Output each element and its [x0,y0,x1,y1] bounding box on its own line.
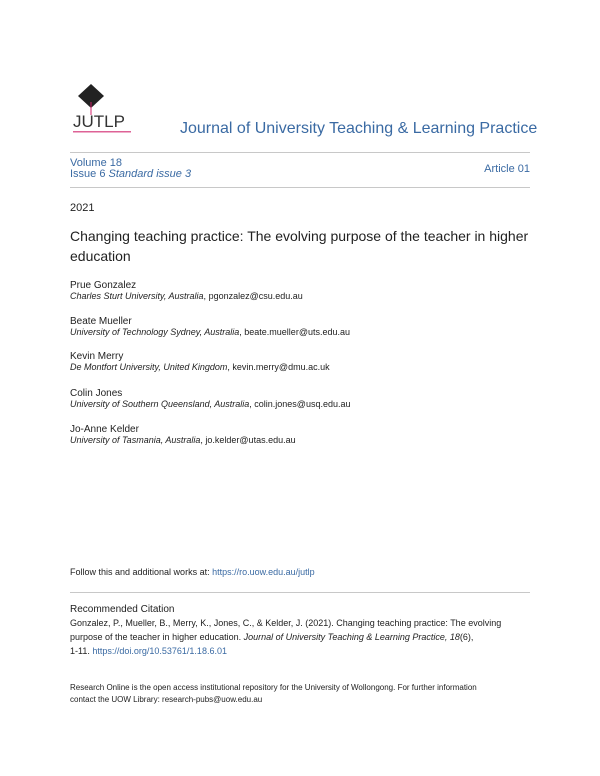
publication-year: 2021 [70,202,95,214]
author-name: Prue Gonzalez [70,280,137,291]
divider [70,152,530,153]
follow-line: Follow this and additional works at: https://ro.uow.edu.au/jutlp [70,567,315,577]
footer-text: Research Online is the open access institutional repository for the University of Wollongong. For further information [70,683,477,692]
article-title: Changing teaching practice: The evolving purpose of the teacher in higher [70,228,529,244]
journal-title[interactable]: Journal of University Teaching & Learning Practice [180,120,538,137]
divider [70,592,530,593]
author [70,351,330,372]
jutlp-link[interactable]: https://ro.uow.edu.au/jutlp [212,567,315,577]
citation-line: purpose of the teacher in higher education. Journal of University Teaching & Learning Practice, 18(6), [70,632,474,642]
author [70,388,350,409]
issue-number: Issue 6 [70,168,106,180]
jutlp-logo [70,82,134,136]
footer-text: contact the UOW Library: research-pubs@uow.edu.au [70,695,263,704]
citation-heading: Recommended Citation [70,604,175,615]
author-affiliation: University of Technology Sydney, Australia, beate.mueller@uts.edu.au [70,327,350,337]
author-affiliation: Charles Sturt University, Australia, pgonzalez@csu.edu.au [70,291,303,301]
author-name: Kevin Merry [70,351,124,362]
author-affiliation: University of Tasmania, Australia, jo.kelder@utas.edu.au [70,435,296,445]
author-name: Colin Jones [70,388,123,399]
article-link[interactable]: Article 01 [484,163,530,175]
volume-link[interactable]: Volume 18 [70,157,122,169]
author-name: Jo-Anne Kelder [70,424,139,435]
author-name: Beate Mueller [70,316,132,327]
author [70,280,303,301]
issue-link[interactable] [70,168,191,180]
svg-text:JUTLP: JUTLP [73,112,125,131]
author-affiliation: University of Southern Queensland, Australia, colin.jones@usq.edu.au [70,399,351,409]
author-affiliation: De Montfort University, United Kingdom, kevin.merry@dmu.ac.uk [70,362,330,372]
divider [70,187,530,188]
author [70,316,350,337]
doi-link[interactable]: https://doi.org/10.53761/1.18.6.01 [92,646,227,656]
author [70,424,296,445]
citation-line: Gonzalez, P., Mueller, B., Merry, K., Jones, C., & Kelder, J. (2021). Changing teaching practice: The evolving [70,618,502,628]
issue-name: Standard issue 3 [108,168,192,180]
citation-line: 1-11. https://doi.org/10.53761/1.18.6.01 [70,646,227,656]
article-title-cont: education [70,248,131,264]
